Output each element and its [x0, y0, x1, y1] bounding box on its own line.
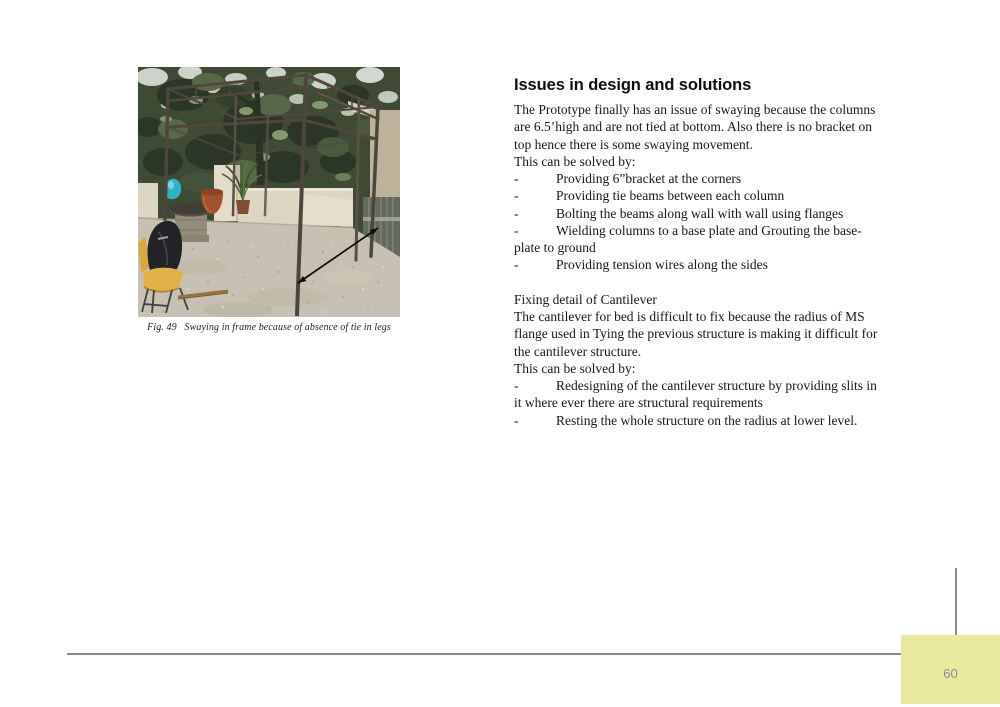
line-text: This can be solved by:	[514, 360, 636, 376]
body-line	[514, 412, 974, 429]
body-line	[514, 170, 974, 187]
line-text: Wielding columns to a base plate and Grouting the base-	[556, 222, 862, 238]
body-line	[514, 222, 974, 239]
body-line	[514, 118, 974, 135]
body-line	[514, 291, 974, 308]
bullet-dash: -	[514, 222, 519, 238]
bullet-dash: -	[514, 378, 519, 393]
figure-caption: Fig. 49 Swaying in frame because of absence of tie in legs	[147, 322, 391, 333]
section-heading: Issues in design and solutions	[514, 76, 752, 95]
figure-photo	[138, 67, 400, 317]
line-text: top hence there is some swaying movement.	[514, 136, 753, 152]
line-text: The cantilever for bed is difficult to fix because the radius of MS	[514, 309, 865, 324]
line-text: Providing tie beams between each column	[556, 188, 785, 204]
body-line	[514, 377, 974, 394]
footer-horizontal-rule	[67, 653, 956, 655]
bullet-dash: -	[514, 257, 519, 273]
line-text: are 6.5’high and are not tied at bottom. Also there is no bracket on	[514, 119, 873, 135]
body-line	[514, 239, 974, 256]
line-text: flange used in Tying the previous structure is making it difficult for	[514, 326, 878, 342]
bullet-dash: -	[514, 171, 519, 186]
line-text: it where ever there are structural requirements	[514, 395, 763, 411]
body-line-blank	[514, 274, 974, 291]
body-line	[514, 187, 974, 204]
body-line	[514, 360, 974, 377]
line-text: Providing tension wires along the sides	[556, 257, 768, 273]
page-number: 60	[943, 666, 958, 681]
page-number-block	[901, 635, 1000, 704]
line-text: The Prototype finally has an issue of swaying because the columns	[514, 102, 876, 117]
body-text	[514, 101, 974, 429]
line-text: Providing 6”bracket at the corners	[556, 171, 742, 186]
bullet-dash: -	[514, 205, 519, 221]
line-text: Fixing detail of Cantilever	[514, 291, 657, 307]
body-line	[514, 205, 974, 222]
body-line	[514, 343, 974, 360]
bullet-dash: -	[514, 412, 519, 428]
body-line	[514, 153, 974, 170]
body-line	[514, 394, 974, 411]
line-text: plate to ground	[514, 240, 596, 255]
body-line	[514, 136, 974, 153]
line-text: the cantilever structure.	[514, 343, 642, 359]
line-text: This can be solved by:	[514, 153, 636, 169]
body-line	[514, 325, 974, 342]
body-line	[514, 101, 974, 118]
bullet-dash: -	[514, 188, 519, 204]
line-text: Redesigning of the cantilever structure by providing slits in	[556, 378, 877, 393]
line-text: Bolting the beams along wall with wall using flanges	[556, 205, 844, 221]
line-text: Resting the whole structure on the radius at lower level.	[556, 412, 858, 428]
body-line	[514, 256, 974, 273]
body-line	[514, 308, 974, 325]
